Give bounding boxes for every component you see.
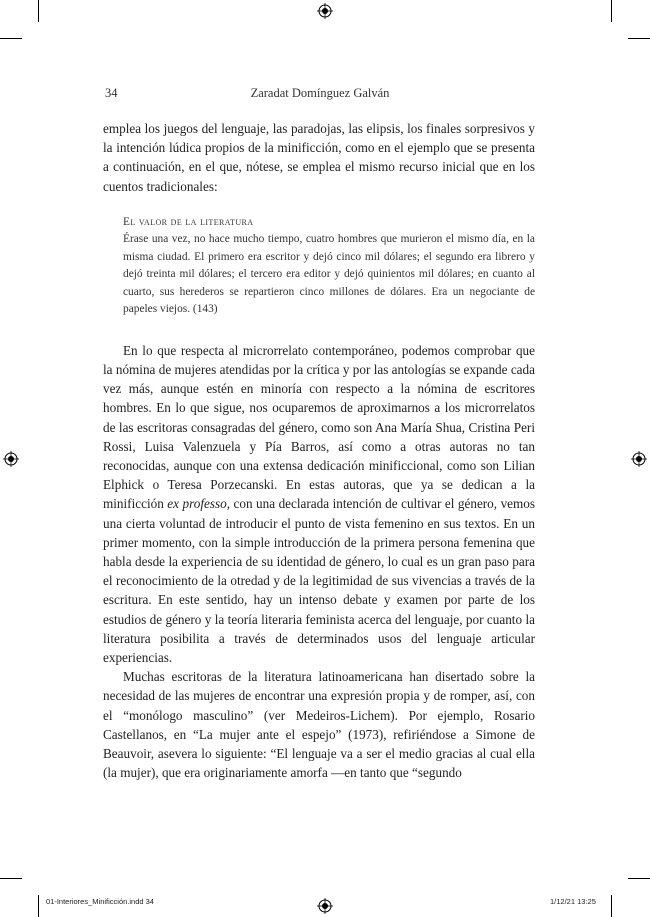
main-text [103,119,535,782]
crop-mark-bottom-right-vertical [611,895,612,917]
block-quote [123,214,535,319]
quote-title: El valor de la literatura [123,215,254,228]
paragraph-text-part: En lo que respecta al microrrelato contemporáneo, podemos comprobar que la nómina de mujeres atendidas por la crítica y por las antologías se expande cada vez más, aunque estén en minoría con respecto a la nómina de escritores hombres. En lo que sigue, nos ocuparemos de aproximarnos a los microrrelatos de las escritoras consagradas del género, como son Ana María Shua, Cristina Peri Rossi, Luisa Valenzuela y Pía Barros, así como a otras autoras no tan reconocidas, aunque con una extensa dedicación minificcional, como son Lilian Elphick o Teresa Porzecanski. En estas autoras, que ya se dedican a la minificción [103,342,535,512]
quote-text: Érase una vez, no hace mucho tiempo, cuatro hombres que murieron el mismo día, en la misma ciudad. El primero era escritor y dejó cinco mil dólares; el segundo era librero y dejó treinta mil dólares; el tercero era editor y dejó quinientos mil dólares; en cuanto al cuarto, sus herederos se repartieron cinco millones de dólares. Era un negociante de papeles viejos. (143) [123,233,535,316]
paragraph-microrrelato [103,341,535,667]
registration-mark-bottom-icon [317,898,333,914]
intro-paragraph: emplea los juegos del lenguaje, las paradojas, las elipsis, los finales sorpresivos y la intención lúdica propios de la minificción, como en el ejemplo que se presenta a continuación, en el que, nótese, se emplea el mismo recurso inicial que en los cuentos tradicionales: [103,121,535,194]
running-head: Zaradat Domínguez Galván [250,86,390,100]
crop-mark-top-left-horizontal [0,38,22,39]
page-number: 34 [105,86,118,100]
registration-mark-top-icon [317,3,333,19]
italic-term: ex professo [167,496,227,512]
paragraph-escritoras: Muchas escritoras de la literatura latinoamericana han disertado sobre la necesidad de las mujeres de encontrar una expresión propia y de romper, así, con el “monólogo masculino” (ver Medeiros-Lichem). Por ejemplo, Rosario Castellanos, en “La mujer ante el espejo” (1973), refiriéndose a Simone de Beauvoir, asevera lo siguiente: “El lenguaje va a ser el medio gracias al cual ella (la mujer), que era originariamente amorfa —en tanto que “segundo [103,669,535,781]
crop-mark-bottom-left-horizontal [0,878,22,879]
footer-file-name: 01-Interiores_Minificción.indd 34 [46,897,154,906]
crop-mark-top-right-vertical [611,0,612,22]
crop-mark-bottom-right-horizontal [628,878,650,879]
registration-mark-right-icon [631,451,647,467]
footer-date-time: 1/12/21 13:25 [550,897,596,906]
paragraph-text-part: , con una declarada intención de cultivar el género, vemos una cierta voluntad de introducir el punto de vista femenino en sus textos. En un primer momento, con la simple introducción de la primera persona femenina que habla desde la experiencia de su identidad de género, lo cual es un gran paso para el reconocimiento de la otredad y de la legitimidad de sus vivencias a través de la escritura. En este sentido, hay un intenso debate y examen por parte de los estudios de género y la teoría literaria feminista acerca del lenguaje, por cuanto la literatura posibilita a través de determinados usos del lenguaje articular experiencias. [103,496,536,666]
crop-mark-top-left-vertical [38,0,39,22]
crop-mark-bottom-left-vertical [38,895,39,917]
crop-mark-top-right-horizontal [628,38,650,39]
registration-mark-left-icon [3,451,19,467]
